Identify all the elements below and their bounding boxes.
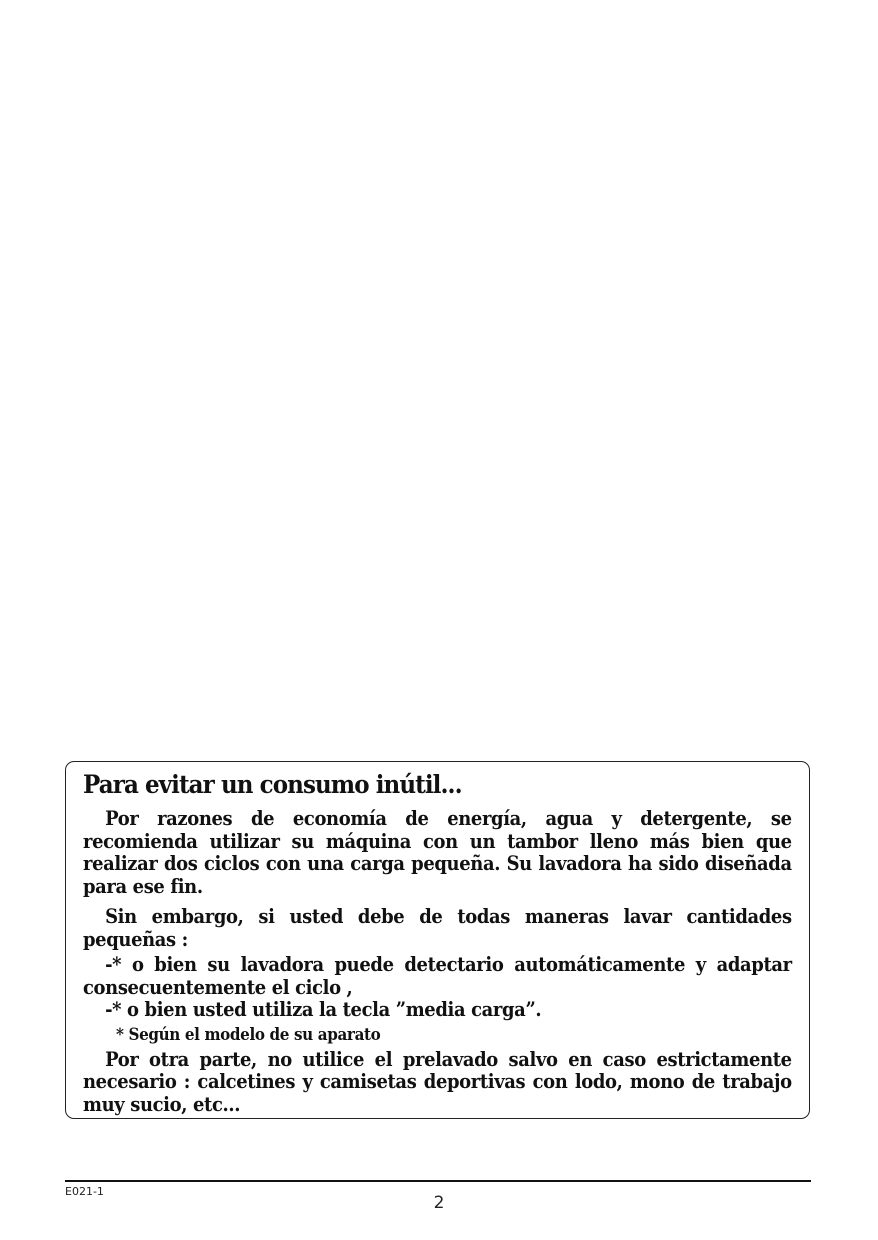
footer-divider <box>65 1180 811 1182</box>
notice-paragraph-small-loads: Sin embargo, si usted debe de todas maneras lavar cantidades pequeñas : <box>83 905 792 951</box>
notice-paragraph-prewash: Por otra parte, no utilice el prelavado salvo en caso estrictamente necesario : calcetines y camisetas deportivas con lodo, mono de trabajo muy sucio, etc... <box>83 1047 792 1116</box>
notice-footnote: * Según el modelo de su aparato <box>116 1024 381 1044</box>
notice-option-half-load: -* o bien usted utiliza la tecla ”media carga”. <box>105 998 542 1021</box>
notice-option-automatic: -* o bien su lavadora puede detectario automáticamente y adaptar consecuentemente el ciclo , <box>83 953 792 999</box>
page-number: 2 <box>433 1193 445 1213</box>
energy-saving-notice <box>65 761 810 1119</box>
notice-title: Para evitar un consumo inútil... <box>83 770 462 799</box>
document-code: E021-1 <box>65 1185 104 1198</box>
notice-paragraph-economy: Por razones de economía de energía, agua y detergente, se recomienda utilizar su máquina con un tambor lleno más bien que realizar dos ciclos con una carga pequeña. Su lavadora ha sido diseñada para ese fin. <box>83 807 792 898</box>
